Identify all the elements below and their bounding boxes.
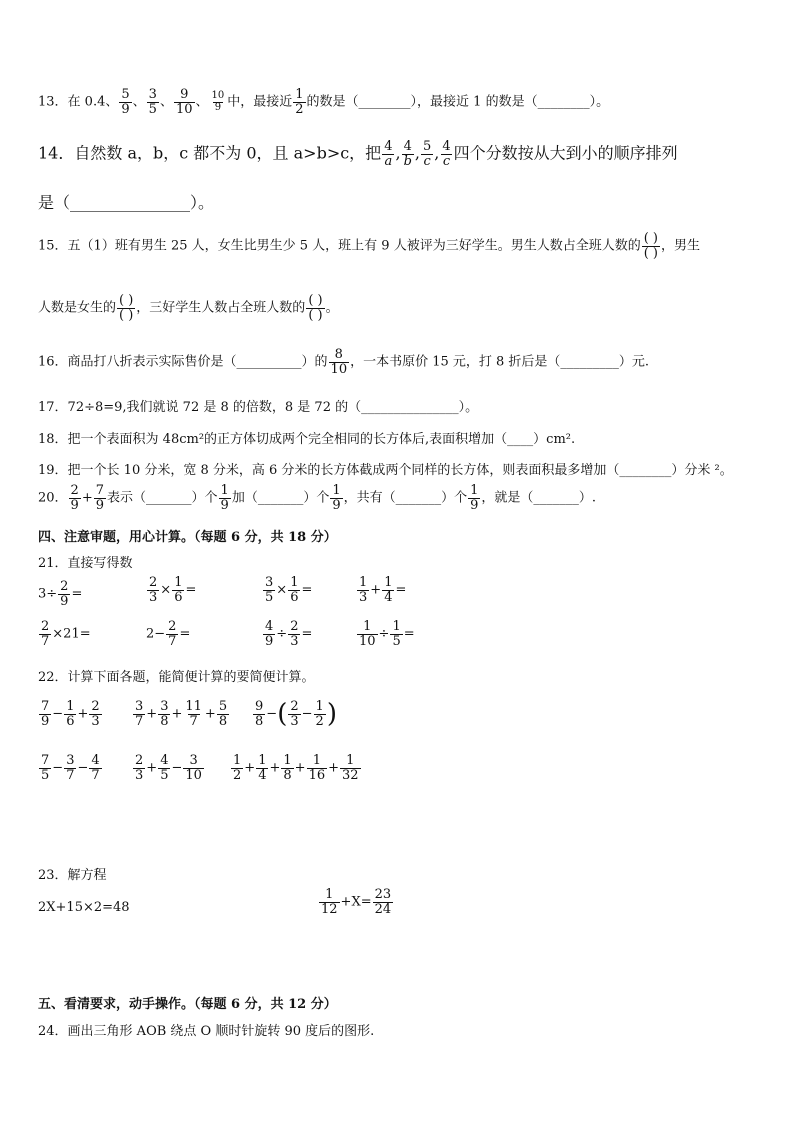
question-20: 20． $\frac{2}{9}$ + $\frac{7}{9}$ 表示（_______）个 $\frac{1}{9}$ 加（_______）个 $\frac{1}{9}$ ，共有（_______）个 $\frac{1}{9}$ ，就是（_______）.: [38, 483, 597, 513]
question-14: 14．自然数 a，b，c 都不为 0，且 a>b>c，把 $\frac{4}{a}$ , $\frac{4}{b}$ , $\frac{5}{c}$ , $\frac{4}{c}$ 四个分数按从大到小的顺序排列: [38, 139, 678, 169]
section-4-heading: 四、注意审题，用心计算。（每题 6 分，共 18 分）: [38, 530, 337, 545]
blank-fraction: ( ) ( ): [119, 293, 134, 323]
section-5-heading: 五、看清要求，动手操作。（每题 6 分，共 12 分）: [38, 997, 337, 1012]
equation-2: $\frac{1}{12}$ +X= $\frac{23}{24}$: [321, 887, 392, 917]
expression: $\frac{3}{7}$ + $\frac{3}{8}$ + $\frac{11}{7}$ + $\frac{5}{8}$: [135, 699, 228, 729]
calc-item: $\frac{2}{7}$ ×21=: [41, 619, 91, 649]
fraction: $\frac{4}{b}$: [403, 139, 412, 169]
fraction: $\frac{1}{9}$: [332, 483, 341, 513]
blank-fraction: ( ) ( ): [308, 293, 323, 323]
question-18: 18．把一个表面积为 48cm²的正方体切成两个完全相同的长方体后,表面积增加（____）cm².: [38, 432, 576, 447]
expression: $\frac{1}{2}$ + $\frac{1}{4}$ + $\frac{1}{8}$ + $\frac{1}{16}$ + $\frac{1}{32}$: [233, 753, 359, 783]
calc-item: $\frac{3}{5}$ × $\frac{1}{6}$ =: [265, 575, 313, 605]
expression: $\frac{2}{3}$ + $\frac{4}{5}$ − $\frac{3}{10}$: [135, 753, 202, 783]
question-21-title: 21．直接写得数: [38, 556, 133, 571]
fraction: $\frac{10}{9}$: [211, 90, 225, 113]
question-22-title: 22．计算下面各题，能简便计算的要简便计算。: [38, 670, 315, 685]
fraction: $\frac{4}{c}$: [442, 139, 451, 169]
equation-1: 2X+15×2=48: [38, 900, 130, 915]
question-17: 17．72÷8=9,我们就说 72 是 8 的倍数，8 是 72 的（_______________）。: [38, 400, 479, 415]
fraction: $\frac{1}{2}$: [295, 87, 304, 117]
question-23-title: 23．解方程: [38, 868, 107, 883]
fraction: $\frac{2}{9}$: [70, 483, 79, 513]
question-13: 13．在 0.4、 $\frac{5}{9}$ 、 $\frac{3}{5}$ 、 $\frac{9}{10}$ 、 $\frac{10}{9}$ 中，最接近 $\frac{1}{2}$ 的数是（________），最接近 1 的数是（________）。: [38, 87, 610, 117]
fraction: $\frac{8}{10}$: [330, 347, 348, 377]
fraction: $\frac{1}{9}$: [220, 483, 229, 513]
fraction: $\frac{5}{9}$: [121, 87, 130, 117]
calc-item: $\frac{1}{10}$ ÷ $\frac{1}{5}$ =: [359, 619, 415, 649]
calc-item: 3÷ $\frac{2}{9}$ =: [38, 579, 83, 609]
expression: $\frac{9}{8}$ −( $\frac{2}{3}$ − $\frac{1}{2}$ ): [255, 699, 337, 730]
fraction: $\frac{5}{c}$: [422, 139, 432, 169]
expression: $\frac{7}{5}$ − $\frac{3}{7}$ − $\frac{4}{7}$: [41, 753, 100, 783]
blank-fraction: ( ) ( ): [643, 231, 658, 261]
calc-item: $\frac{1}{3}$ + $\frac{1}{4}$ =: [359, 575, 407, 605]
question-19: 19．把一个长 10 分米，宽 8 分米，高 6 分米的长方体截成两个同样的长方体，则表面积最多增加（________）分米 ²。: [38, 463, 733, 478]
fraction: $\frac{3}{5}$: [148, 87, 157, 117]
fraction: $\frac{9}{10}$: [175, 87, 193, 117]
fraction: $\frac{7}{9}$: [95, 483, 105, 513]
question-15-line2: 人数是女生的 ( ) ( ) ，三好学生人数占全班人数的 ( ) ( ) 。: [38, 293, 339, 323]
calc-item: 2− $\frac{2}{7}$ =: [146, 619, 191, 649]
calc-item: $\frac{4}{9}$ ÷ $\frac{2}{3}$ =: [265, 619, 313, 649]
fraction: $\frac{4}{a}$: [384, 139, 393, 169]
question-16: 16．商品打八折表示实际售价是（__________）的 $\frac{8}{10}$ ，一本书原价 15 元，打 8 折后是（_________）元.: [38, 347, 650, 377]
question-14-line2: 是（_______________）。: [38, 193, 215, 212]
question-15: 15．五（1）班有男生 25 人，女生比男生少 5 人，班上有 9 人被评为三好学生。男生人数占全班人数的 ( ) ( ) ，男生: [38, 231, 700, 261]
expression: $\frac{7}{9}$ − $\frac{1}{6}$ + $\frac{2}{3}$: [41, 699, 100, 729]
question-24: 24．画出三角形 AOB 绕点 O 顺时针旋转 90 度后的图形.: [38, 1024, 375, 1039]
calc-item: $\frac{2}{3}$ × $\frac{1}{6}$ =: [149, 575, 197, 605]
fraction: $\frac{1}{9}$: [470, 483, 479, 513]
